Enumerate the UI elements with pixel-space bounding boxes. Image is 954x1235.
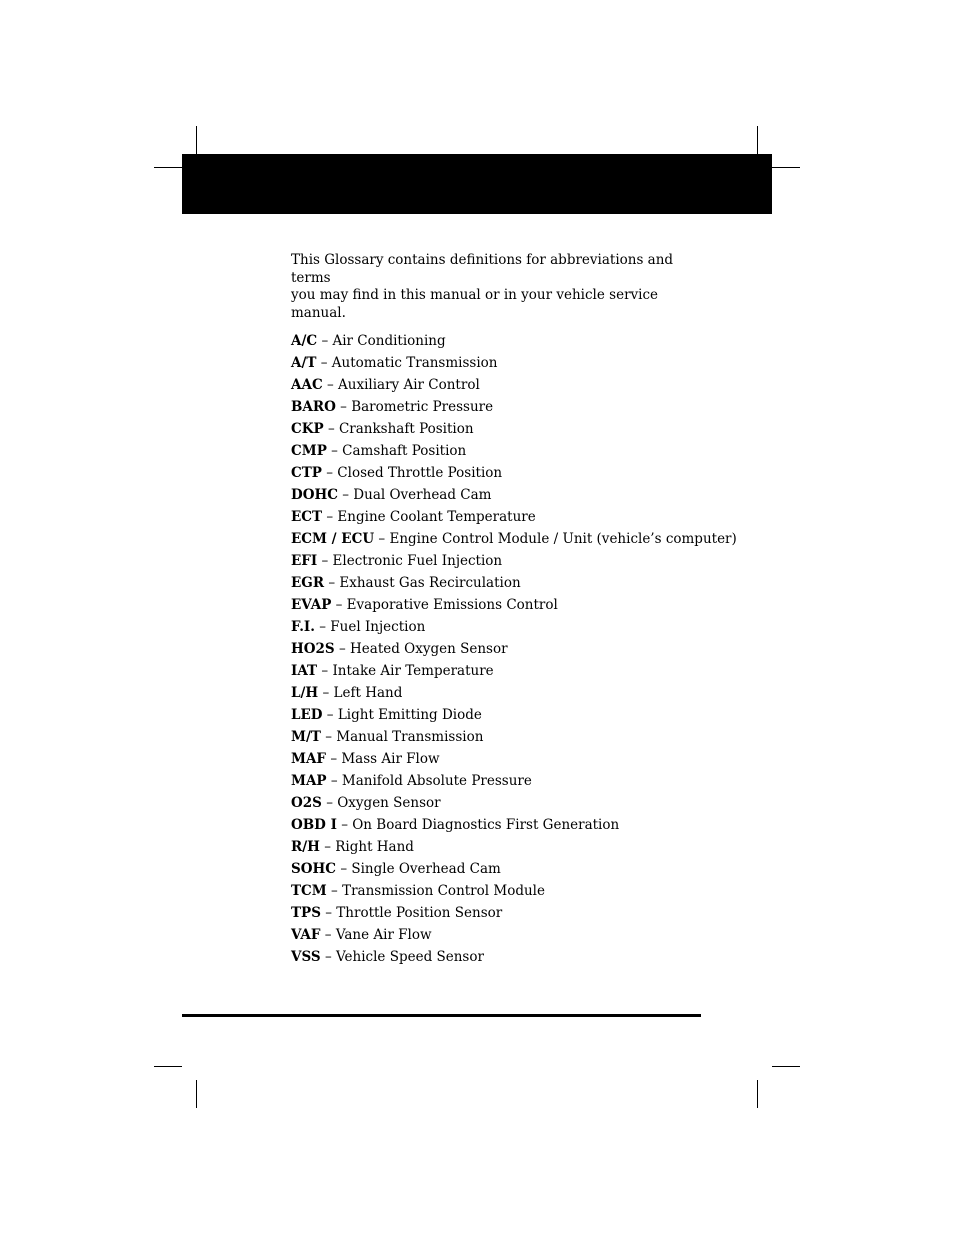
- intro-paragraph: [291, 252, 711, 322]
- glossary-definition: – Dual Overhead Cam: [342, 487, 492, 503]
- glossary-definition: – Exhaust Gas Recirculation: [328, 575, 521, 591]
- glossary-term: AAC: [291, 377, 323, 393]
- glossary-definition: – Manifold Absolute Pressure: [330, 773, 532, 789]
- glossary-entry: [291, 859, 751, 881]
- glossary-term: OBD I: [291, 817, 337, 833]
- glossary-term: CTP: [291, 465, 322, 481]
- glossary-term: VAF: [291, 927, 321, 943]
- crop-mark-bottom-left-horizontal: [154, 1066, 182, 1067]
- glossary-entry: [291, 507, 751, 529]
- glossary-definition: – Light Emitting Diode: [326, 707, 482, 723]
- glossary-term: TPS: [291, 905, 321, 921]
- glossary-definition: – Manual Transmission: [325, 729, 484, 745]
- glossary-entry: [291, 617, 751, 639]
- glossary-definition: – Left Hand: [322, 685, 403, 701]
- intro-line-2: you may find in this manual or in your vehicle service manual.: [291, 287, 659, 321]
- glossary-definition: – Mass Air Flow: [330, 751, 440, 767]
- glossary-term: A/C: [291, 333, 318, 349]
- glossary-term: EGR: [291, 575, 325, 591]
- glossary-definition: – Right Hand: [324, 839, 414, 855]
- crop-mark-top-right-horizontal: [772, 167, 800, 168]
- glossary-definition: – Throttle Position Sensor: [325, 905, 503, 921]
- glossary-definition: – Vehicle Speed Sensor: [324, 949, 484, 965]
- glossary-entry: [291, 903, 751, 925]
- glossary-entry: [291, 331, 751, 353]
- crop-mark-top-right-vertical: [757, 126, 758, 154]
- glossary-definition: – Transmission Control Module: [331, 883, 545, 899]
- glossary-definition: – Oxygen Sensor: [326, 795, 441, 811]
- glossary-term: MAF: [291, 751, 327, 767]
- glossary-term: HO2S: [291, 641, 335, 657]
- glossary-entry: [291, 705, 751, 727]
- glossary-definition: – Fuel Injection: [319, 619, 426, 635]
- footer-rule: [182, 1014, 701, 1017]
- glossary-term: F.I.: [291, 619, 315, 635]
- glossary-term: EFI: [291, 553, 318, 569]
- header-bar: [182, 154, 772, 214]
- glossary-term: A/T: [291, 355, 317, 371]
- glossary-entry: [291, 529, 751, 551]
- glossary-entry: [291, 639, 751, 661]
- glossary-entry: [291, 771, 751, 793]
- glossary-term: EVAP: [291, 597, 332, 613]
- glossary-entry: [291, 925, 751, 947]
- glossary-entry: [291, 397, 751, 419]
- glossary-entry: [291, 683, 751, 705]
- crop-mark-top-left-vertical: [196, 126, 197, 154]
- glossary-term: ECM / ECU: [291, 531, 375, 547]
- glossary-term: TCM: [291, 883, 327, 899]
- glossary-term: VSS: [291, 949, 321, 965]
- glossary-term: CMP: [291, 443, 327, 459]
- glossary-entry: [291, 573, 751, 595]
- glossary-definition: – Air Conditioning: [321, 333, 446, 349]
- glossary-entry: [291, 441, 751, 463]
- glossary-definition: – Single Overhead Cam: [340, 861, 501, 877]
- glossary-definition: – Heated Oxygen Sensor: [338, 641, 508, 657]
- glossary-entry: [291, 595, 751, 617]
- crop-mark-bottom-left-vertical: [196, 1080, 197, 1108]
- glossary-term: LED: [291, 707, 323, 723]
- glossary-definition: – Intake Air Temperature: [321, 663, 494, 679]
- glossary-term: L/H: [291, 685, 319, 701]
- glossary-entry: [291, 551, 751, 573]
- glossary-entry: [291, 353, 751, 375]
- glossary-term: DOHC: [291, 487, 338, 503]
- glossary-definition: – Auxiliary Air Control: [327, 377, 480, 393]
- glossary-term: R/H: [291, 839, 320, 855]
- glossary-entry: [291, 749, 751, 771]
- glossary-entry: [291, 815, 751, 837]
- glossary-entry: [291, 485, 751, 507]
- glossary-entry: [291, 463, 751, 485]
- glossary-term: SOHC: [291, 861, 337, 877]
- glossary-definition: – Barometric Pressure: [340, 399, 494, 415]
- glossary-entry: [291, 881, 751, 903]
- glossary-list: [291, 331, 751, 969]
- glossary-definition: – Camshaft Position: [331, 443, 467, 459]
- crop-mark-bottom-right-vertical: [757, 1080, 758, 1108]
- glossary-definition: – Automatic Transmission: [320, 355, 498, 371]
- glossary-entry: [291, 793, 751, 815]
- glossary-definition: – Engine Coolant Temperature: [326, 509, 536, 525]
- glossary-term: IAT: [291, 663, 318, 679]
- glossary-term: BARO: [291, 399, 336, 415]
- crop-mark-top-left-horizontal: [154, 167, 182, 168]
- glossary-definition: – Vane Air Flow: [324, 927, 432, 943]
- glossary-entry: [291, 837, 751, 859]
- glossary-definition: – On Board Diagnostics First Generation: [341, 817, 620, 833]
- glossary-entry: [291, 947, 751, 969]
- intro-line-1: This Glossary contains definitions for abbreviations and terms: [291, 252, 674, 286]
- glossary-definition: – Closed Throttle Position: [326, 465, 503, 481]
- glossary-term: MAP: [291, 773, 327, 789]
- glossary-term: M/T: [291, 729, 321, 745]
- glossary-term: ECT: [291, 509, 323, 525]
- glossary-definition: – Crankshaft Position: [327, 421, 474, 437]
- glossary-entry: [291, 419, 751, 441]
- crop-mark-bottom-right-horizontal: [772, 1066, 800, 1067]
- glossary-entry: [291, 661, 751, 683]
- glossary-definition: – Engine Control Module / Unit (vehicle’s computer): [378, 531, 737, 547]
- glossary-term: O2S: [291, 795, 322, 811]
- glossary-term: CKP: [291, 421, 324, 437]
- glossary-entry: [291, 375, 751, 397]
- glossary-definition: – Electronic Fuel Injection: [321, 553, 503, 569]
- glossary-entry: [291, 727, 751, 749]
- glossary-definition: – Evaporative Emissions Control: [335, 597, 558, 613]
